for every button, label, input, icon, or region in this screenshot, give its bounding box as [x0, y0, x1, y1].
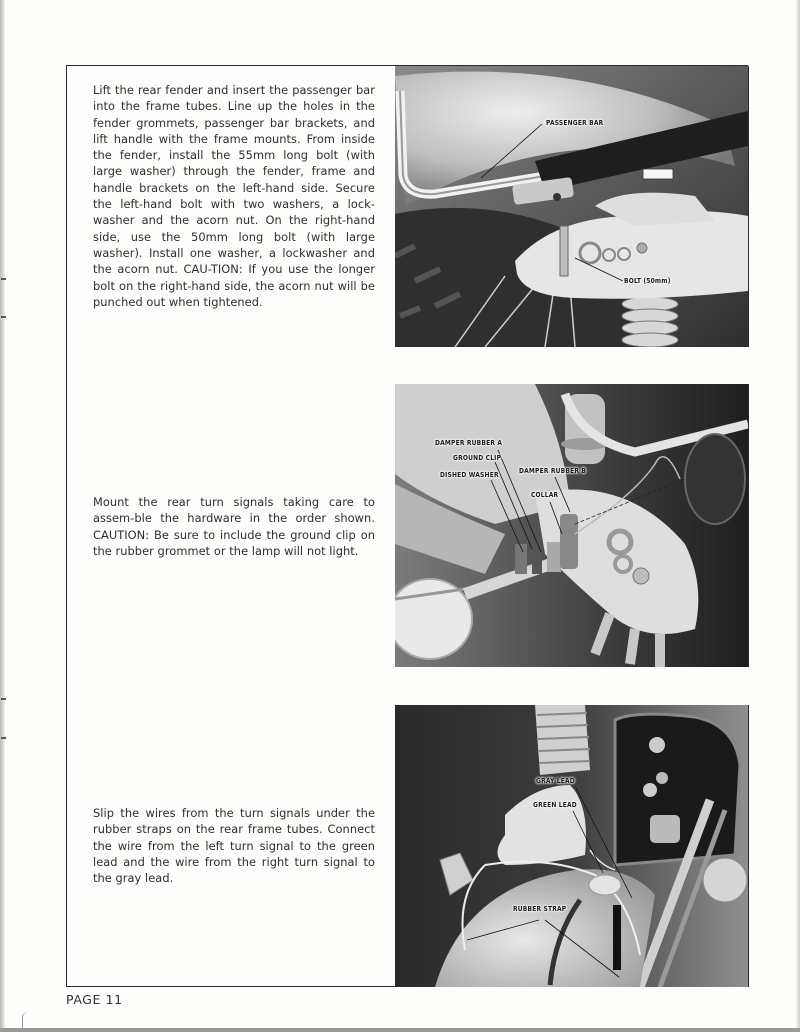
callout-ground-clip: GROUND CLIP	[453, 454, 502, 462]
step-1-photo	[395, 66, 749, 347]
callout-collar: COLLAR	[531, 491, 559, 499]
turn-signal-photo-illustration	[395, 384, 748, 667]
scan-edge-bottom	[0, 1028, 800, 1032]
step-2-photo	[395, 384, 749, 667]
passenger-bar-photo-illustration	[395, 66, 748, 347]
step-3-photo	[395, 705, 749, 987]
callout-damper-rubber-b: DAMPER RUBBER B	[519, 467, 587, 475]
callout-rubber-strap: RUBBER STRAP	[513, 905, 567, 913]
step-3-text: Slip the wires from the turn signals under the rubber straps on the rear frame tubes. Connect the wire from the left turn signal to the green lead and the wire from the right turn signal to the gray lead.	[93, 806, 375, 886]
scan-edge-left	[0, 0, 5, 1032]
binder-tick	[1, 316, 6, 318]
scan-edge-right	[796, 0, 800, 1032]
wiring-photo-illustration	[395, 705, 748, 987]
margin-pencil-mark	[22, 1012, 29, 1032]
callout-bolt-50mm: BOLT (50mm)	[624, 277, 671, 285]
page-number: PAGE 11	[66, 992, 123, 1007]
callout-passenger-bar: PASSENGER BAR	[546, 119, 604, 127]
step-1-text: Lift the rear fender and insert the passenger bar into the frame tubes. Line up the holes in the fender grommets, passenger bar brackets, and lift handle with the frame mounts. From inside the fender, install the 55mm long bolt (with large washer) through the fender, frame and handle brackets on the left-hand side. Secure the left-hand bolt with two washers, a lock-washer and the acorn nut. On the right-hand side, use the 50mm long bolt (with large washer). Install one washer, a lockwasher and the acorn nut. CAU-TION: If you use the longer bolt on the right-hand side, the acorn nut will be punched out when tightened.	[93, 83, 375, 309]
callout-dished-washer: DISHED WASHER	[440, 471, 499, 479]
binder-tick	[1, 278, 6, 280]
callout-gray-lead: GRAY LEAD	[536, 777, 575, 785]
step-2-text: Mount the rear turn signals taking care to assem-ble the hardware in the order shown. CAUTION: Be sure to include the ground clip on the rubber grommet or the lamp will not light.	[93, 495, 375, 558]
binder-tick	[1, 698, 6, 700]
binder-tick	[1, 737, 6, 739]
callout-damper-rubber-a: DAMPER RUBBER A	[435, 439, 503, 447]
callout-green-lead: GREEN LEAD	[533, 801, 577, 809]
